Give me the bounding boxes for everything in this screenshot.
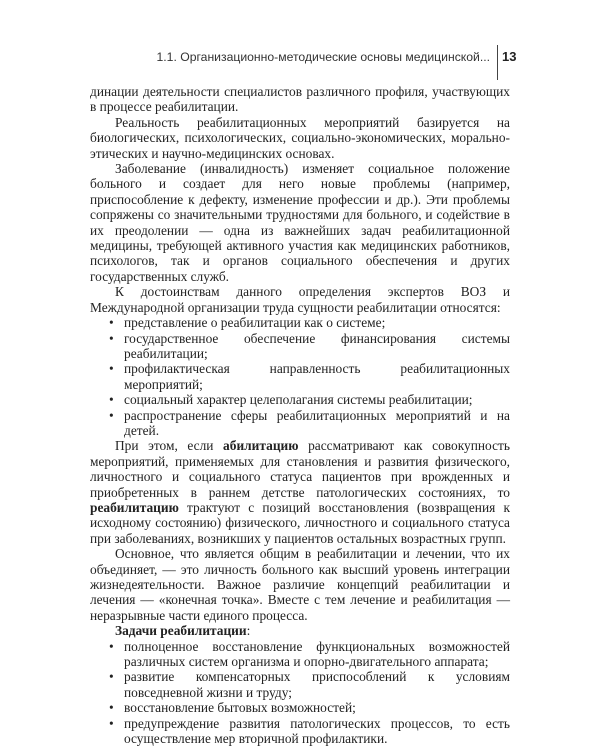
paragraph-common-ground: Основное, что является общим в реабилитации и лечении, что их объединяет, — это личность больного как высший уровень интеграции жизнедеятельности. Важное различие концепций реабилитации и лечения — «конечная точка». Вместе с тем лечение и реабилитация — неразрывные части единого процесса. [90,546,510,623]
tasks-colon: : [246,623,251,639]
paragraph-continuation: динации деятельности специалистов различного профиля, участвующих в процессе реабилитации. [90,84,510,115]
list-item: • государственное обеспечение финансирования системы реабилитации; [90,331,510,362]
tasks-list [90,639,510,747]
text-span: рассматривают как совокупность мероприятий, применяемых для становления и развития физического, личностного и социального статуса пациентов при врожденных и приобретенных в раннем детстве патологических состояниях, то [90,438,510,500]
list-item: • представление о реабилитации как о системе; [90,315,510,330]
paragraph-disease-problems: Заболевание (инвалидность) изменяет социальное положение больного и создает для него новые проблемы (например, приспособление к дефекту, изменение профессии и др.). Эти проблемы сопряжены со значительными трудностями для больного, и содействие в их преодолении — одна из важнейших задач реабилитационной медицины, требующей активного участия как медицинских работников, психологов, так и органов социального обеспечения и других государственных служб. [90,161,510,284]
list-item: • восстановление бытовых возможностей; [90,700,510,715]
term-rehabilitation: реабилитацию [90,499,179,515]
tasks-heading: Задачи реабилитации [115,623,247,639]
text-span: трактуют с позиций восстановления (возвращения к исходному состоянию) физического, личностного и социального статуса при заболеваниях, возникших у пациентов остальных возрастных групп. [90,499,510,546]
paragraph-habilitation [90,438,510,546]
page-number: 13 [502,49,517,64]
text-span: При этом, если [115,438,224,454]
advantages-list [90,315,510,438]
list-item: • предупреждение развития патологических процессов, то есть осуществление мер вторичной профилактики. [90,716,510,747]
running-header-title: 1.1. Организационно-методические основы медицинской... [156,50,490,64]
paragraph-foundations: Реальность реабилитационных мероприятий базируется на биологических, психологических, социально-экономических, морально-этических и научно-медицинских основах. [90,114,510,161]
list-item: • распространение сферы реабилитационных мероприятий и на детей. [90,408,510,439]
paragraph-advantages-intro: К достоинствам данного определения экспертов ВОЗ и Международной организации труда сущности реабилитации относятся: [90,284,510,315]
list-item: • развитие компенсаторных приспособлений к условиям повседневной жизни и труду; [90,669,510,700]
term-habilitation: абилитацию [223,438,299,454]
list-item: • полноценное восстановление функциональных возможностей различных систем организма и опорно-двигательного аппарата; [90,639,510,670]
tasks-heading-line [115,623,510,638]
header-divider [497,45,498,80]
list-item: • профилактическая направленность реабилитационных мероприятий; [90,361,510,392]
list-item: • социальный характер целеполагания системы реабилитации; [90,392,510,407]
page-body [90,84,510,746]
